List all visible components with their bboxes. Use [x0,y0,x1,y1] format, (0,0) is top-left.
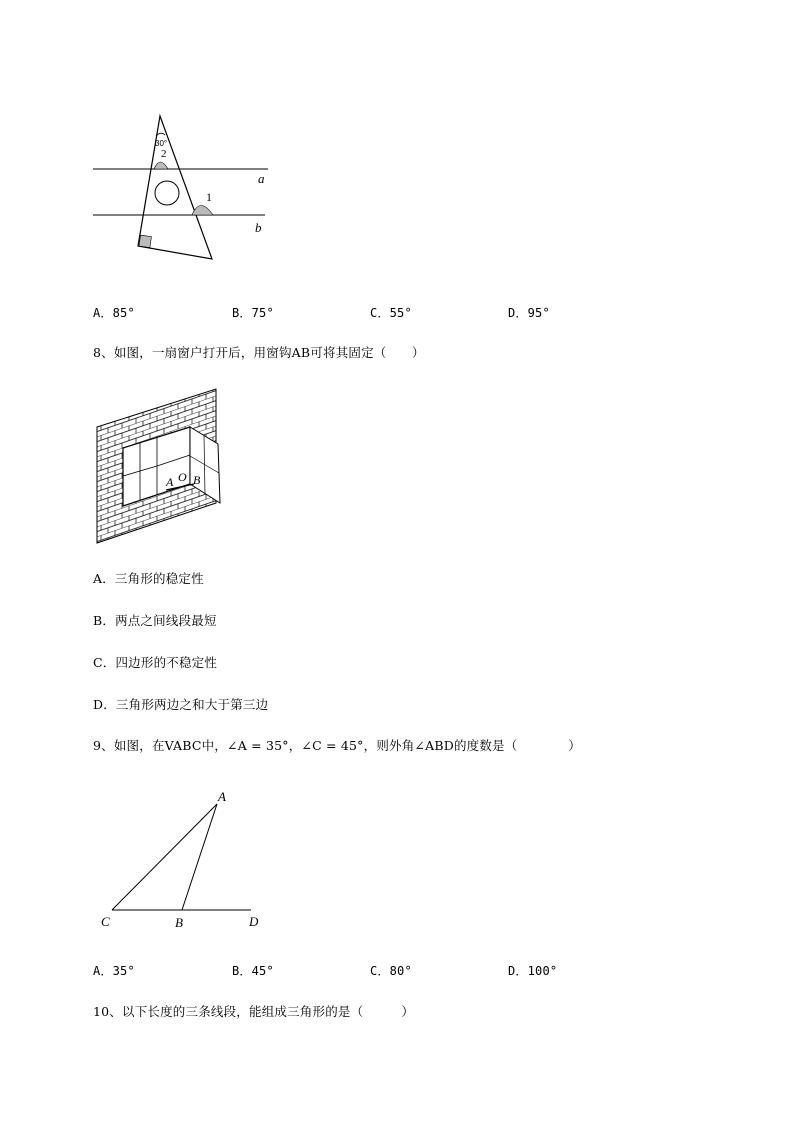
q9-stem: 9、如图，在VABC中，∠A = 35°，∠C = 45°，则外角∠ABD的度数是（ ） [93,738,581,753]
line-a-label: a [258,171,265,186]
q9-label-a: A [218,789,226,804]
q8-label-o: O [178,470,187,484]
q9-label-d: D [249,914,259,929]
q7-option-b[interactable]: B．75° [232,306,274,320]
q9-option-a[interactable]: A．35° [93,964,135,978]
q9-label-b: B [175,915,183,930]
q8-option-d[interactable]: D．三角形两边之和大于第三边 [93,697,269,712]
q9-option-b[interactable]: B．45° [232,964,274,978]
q8-option-a[interactable]: A．三角形的稳定性 [93,571,204,586]
q9-option-d[interactable]: D．100° [508,964,558,978]
segment-ab [182,804,217,910]
q7-option-d[interactable]: D．95° [508,306,550,320]
q8-option-b[interactable]: B．两点之间线段最短 [93,613,217,628]
q8-stem: 8、如图，一扇窗户打开后，用窗钩AB可将其固定（ ） [93,345,425,360]
q9-option-c[interactable]: C．80° [370,964,412,978]
angle-1-label: 1 [206,190,212,204]
angle-2-label: 2 [161,148,167,160]
q9-label-c: C [101,914,110,929]
q10-stem: 10、以下长度的三条线段，能组成三角形的是（ ） [93,1004,415,1019]
q8-label-b: B [193,473,201,487]
line-b-label: b [255,220,262,235]
q8-option-c[interactable]: C．四边形的不稳定性 [93,655,218,670]
angle-30-label: 30° [155,139,168,148]
q8-label-a: A [166,475,174,489]
q7-option-a[interactable]: A．85° [93,306,135,320]
q7-option-c[interactable]: C．55° [370,306,412,320]
segment-ca [112,804,217,910]
